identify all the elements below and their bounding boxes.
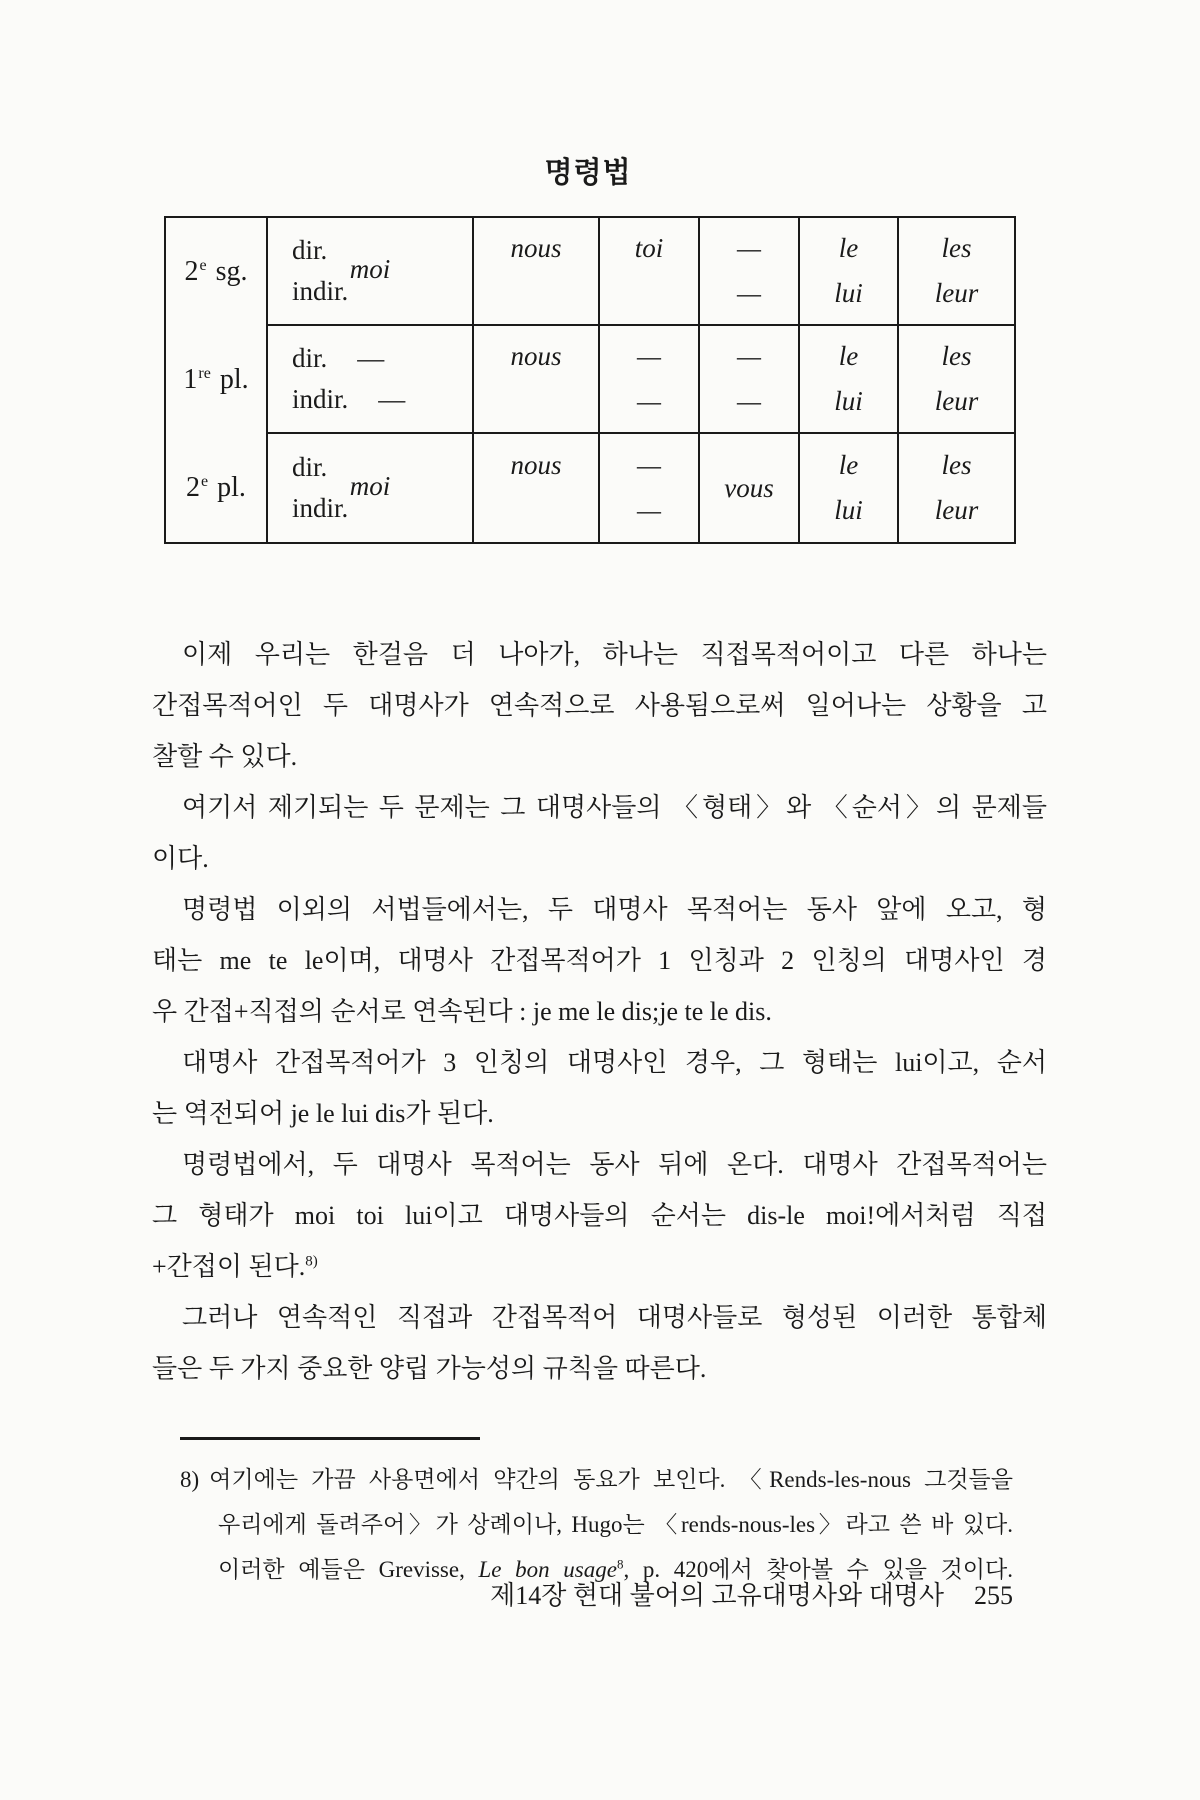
dir-label: dir. [292,235,328,266]
indir-label: indir. — [292,383,406,414]
indir-label: indir. [292,493,349,523]
row-label-text: 1re pl. [183,364,249,395]
dir-indir-cell [268,434,474,542]
moi-value: moi [349,470,391,501]
le-lui-cell: le lui [800,434,899,542]
row-label-text: 2e sg. [184,256,248,287]
les-leur-cell: les leur [899,326,1014,434]
row-label-2e-pl [166,434,268,542]
row-label-text: 2e pl. [186,472,246,503]
body-line: 간접목적어인 두 대명사가 연속적으로 사용됨으로써 일어나는 상황을 고 [152,691,1047,720]
pronoun-order-table [164,216,1016,544]
dash-cell: — — [700,326,800,434]
les-leur-cell: les leur [934,449,979,526]
page-number: 255 [974,1581,1013,1610]
body-line: 는 역전되어 je le lui dis가 된다. [152,1099,494,1128]
nous-cell: nous [474,434,600,542]
body-line: 명령법 이외의 서법들에서는, 두 대명사 목적어는 동사 앞에 오고, 형 [182,895,1047,924]
nous-cell: nous [474,326,600,434]
book-title-italic: Le bon usage [478,1557,617,1582]
body-line: 태는 me te le이며, 대명사 간접목적어가 1 인칭과 2 인칭의 대명사인 경 [152,946,1047,975]
footnote-separator [180,1437,480,1440]
body-line: 여기서 제기되는 두 문제는 그 대명사들의 〈형태〉와 〈순서〉의 문제들 [182,793,1047,822]
nous-cell: nous [474,218,600,326]
dash-cell: — — [600,434,700,542]
body-line: 그 형태가 moi toi lui이고 대명사들의 순서는 dis-le moi!에서처럼 직접 [152,1201,1047,1230]
footnote-line: 8) 여기에는 가끔 사용면에서 약간의 동요가 보인다. 〈Rends-les-nous 그것들을 [180,1467,1013,1492]
body-line: 이제 우리는 한걸음 더 나아가, 하나는 직접목적어이고 다른 하나는 [182,640,1047,669]
dir-indir-cell [268,218,474,326]
row-label-1re-pl [166,326,268,434]
le-lui-cell: le lui [800,326,899,434]
les-leur-cell: les leur [899,218,1014,326]
vous-cell: vous [700,434,800,542]
indir-label: indir. [292,275,349,306]
footnote-reference: 8) [305,1253,318,1270]
footnote-line: 우리에게 돌려주어〉가 상례이나, Hugo는 〈rends-nous-les〉라고 쓴 바 있다. [218,1512,1013,1537]
toi-cell: toi [600,218,700,326]
row-label-2e-sg [166,218,268,326]
dir-label: dir. — [292,343,385,374]
body-text [152,629,1047,1394]
dir-label: dir. [292,452,328,482]
dash-cell: — — [700,218,800,326]
body-line: 대명사 간접목적어가 3 인칭의 대명사인 경우, 그 형태는 lui이고, 순서 [182,1048,1047,1077]
body-line: +간접이 된다.$^{8)}$ [152,1252,318,1281]
body-line: 우 간접+직접의 순서로 연속된다 : je me le dis;je te le dis. [152,997,772,1026]
footnote-marker: 8) [180,1467,200,1492]
body-line: 들은 두 가지 중요한 양립 가능성의 규칙을 따른다. [152,1354,707,1383]
body-line: 이다. [152,844,209,873]
page-footer [0,1576,1013,1616]
table-title: 명령법 [544,157,632,189]
dash-cell: — — [600,326,700,434]
le-lui-cell: le lui [800,218,899,326]
footnote-line: 이러한 예들은 Grevisse, Le bon usage$^8$, p. 420에서 찾아볼 수 있을 것이다. [218,1556,1013,1582]
body-line: 찰할 수 있다. [152,742,298,771]
chapter-title: 제14장 현대 불어의 고유대명사와 대명사 [490,1581,944,1610]
body-line: 그러나 연속적인 직접과 간접목적어 대명사들로 형성된 이러한 통합체 [182,1303,1047,1332]
footnote [180,1457,1013,1592]
moi-value: moi [349,253,391,284]
body-line: 명령법에서, 두 대명사 목적어는 동사 뒤에 온다. 대명사 간접목적어는 [182,1150,1047,1179]
dir-indir-cell [268,326,474,434]
